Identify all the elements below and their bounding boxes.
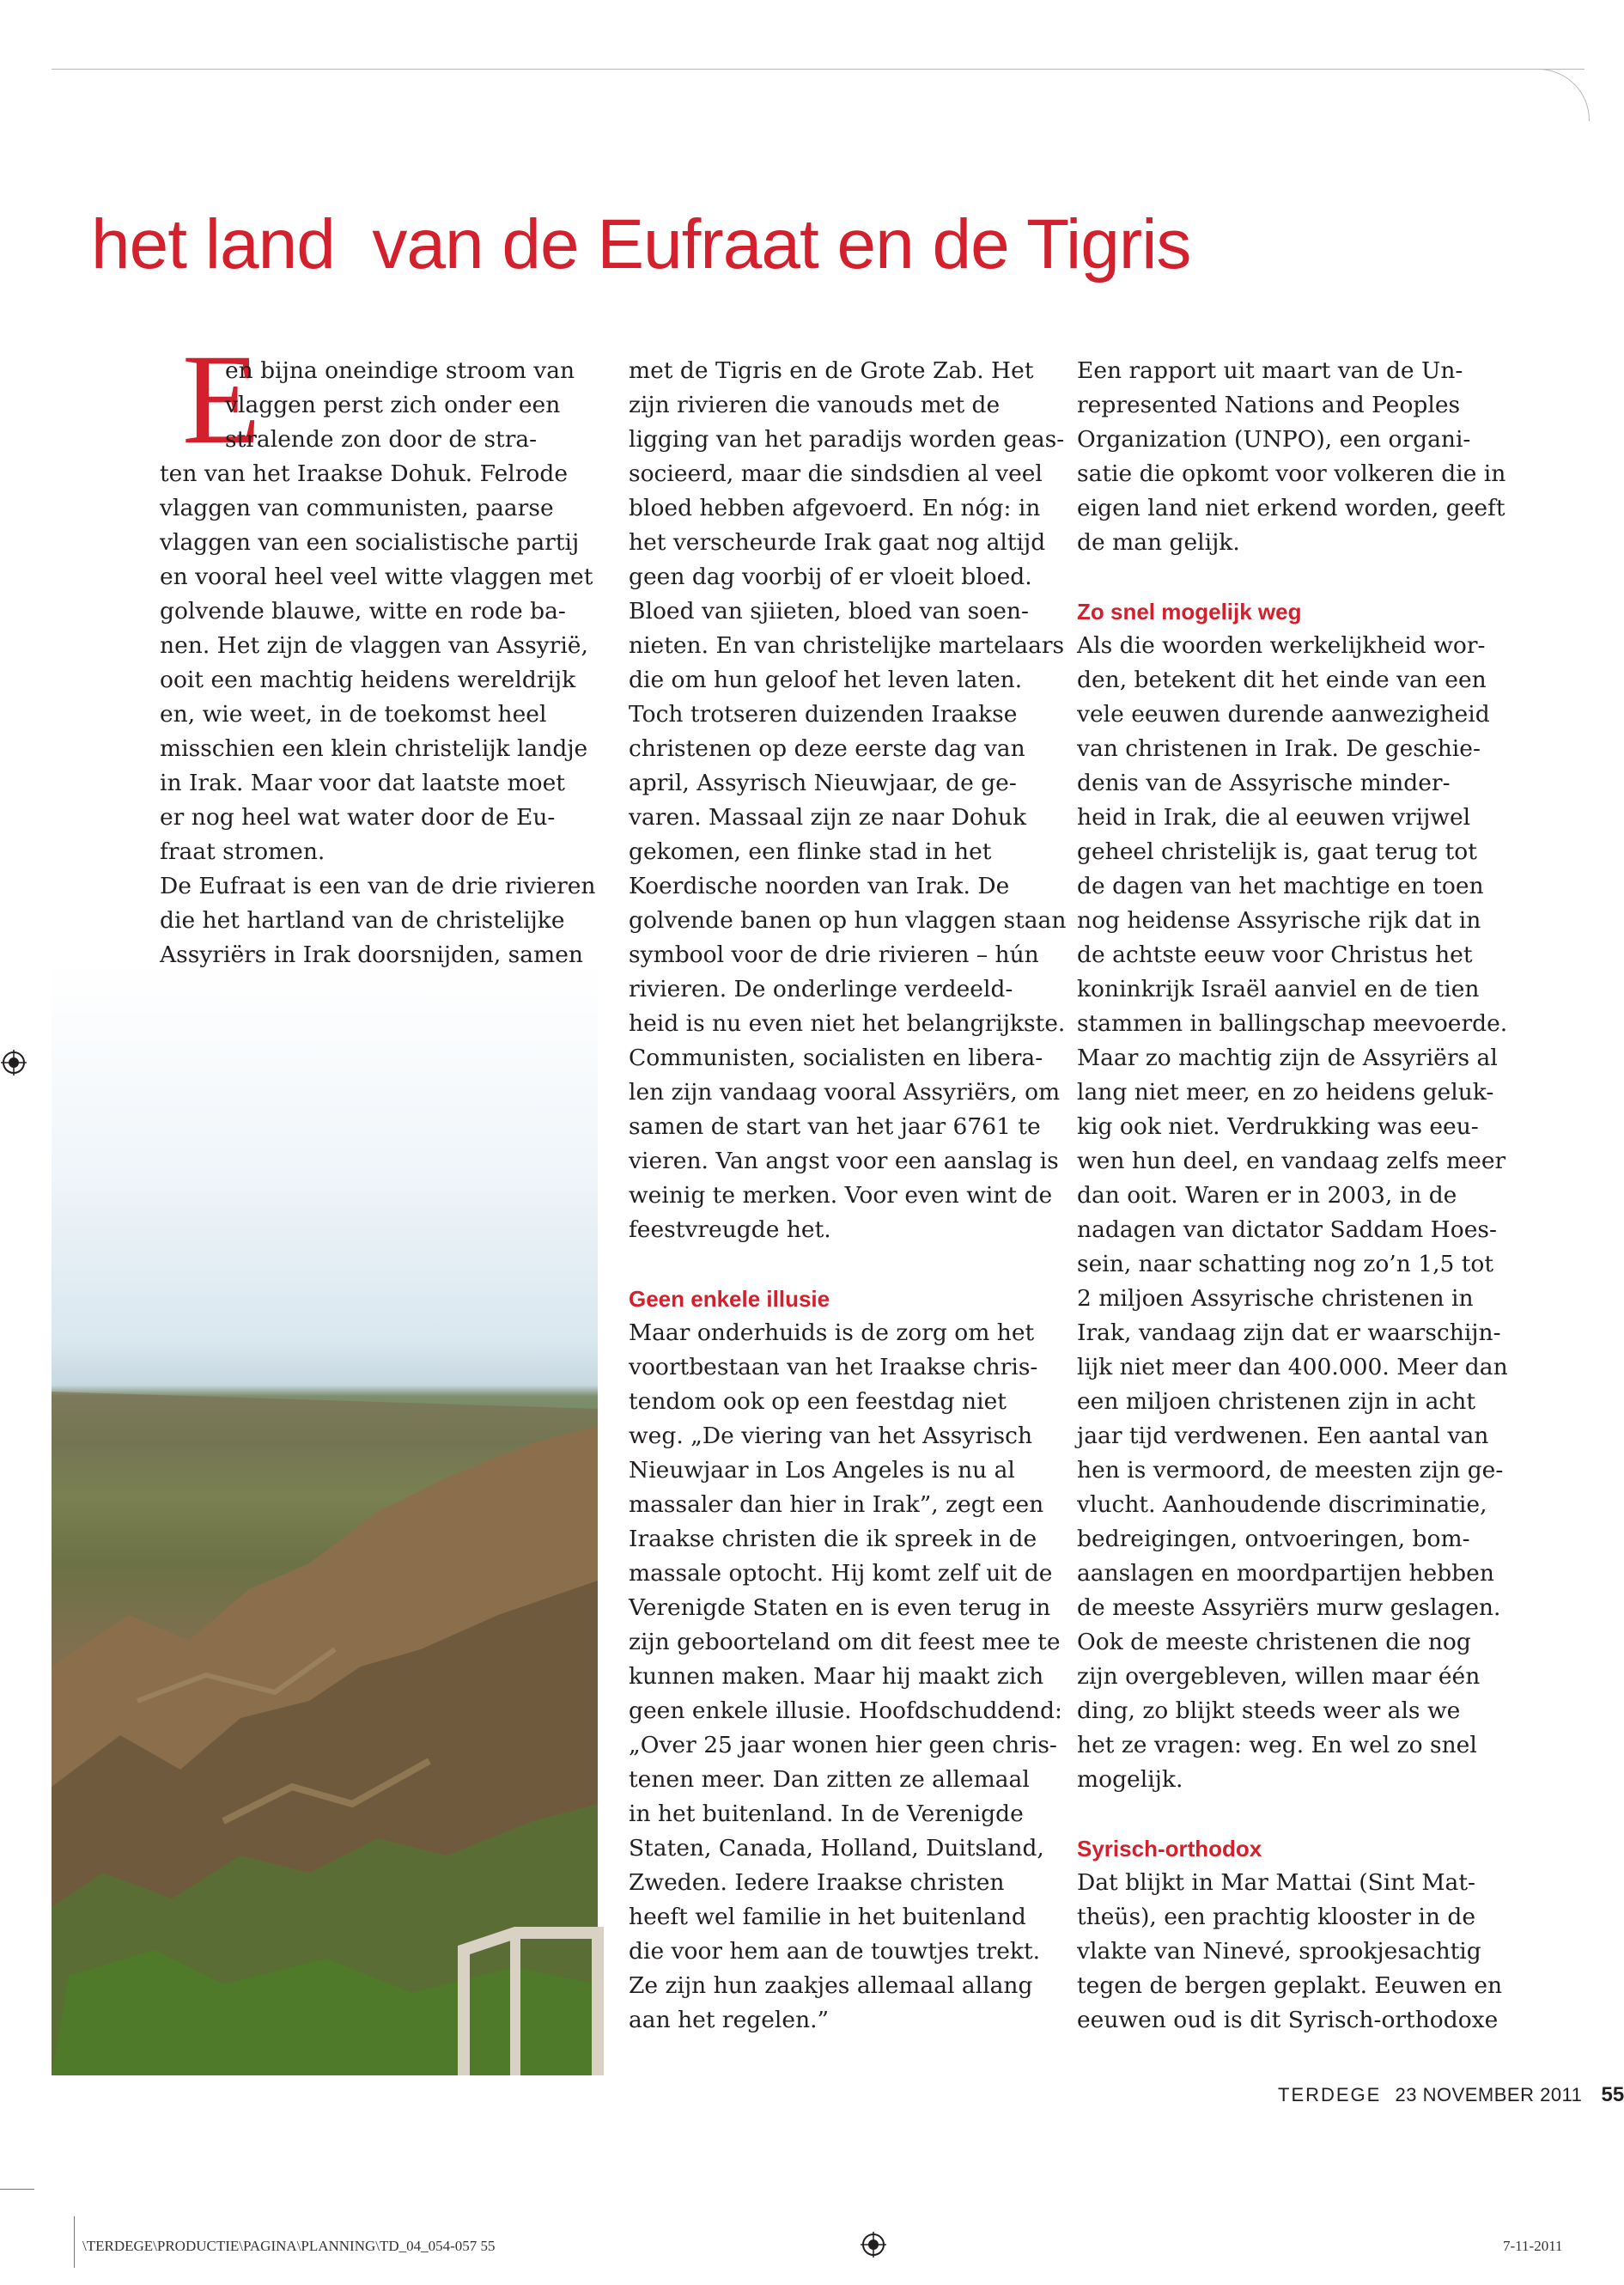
text-line: een miljoen christenen zijn in acht <box>1077 1388 1475 1415</box>
text-line: tegen de bergen geplakt. Eeuwen en <box>1077 1972 1503 1999</box>
text-line: heeft wel familie in het buitenland <box>629 1904 1026 1930</box>
text-line: april, Assyrisch Nieuwjaar, de ge- <box>629 770 1017 796</box>
issue-date: 23 NOVEMBER 2011 <box>1395 2084 1583 2105</box>
text-line: Bloed van sjiieten, bloed van soen- <box>629 598 1029 625</box>
text-line: golvende blauwe, witte en rode ba- <box>160 598 566 625</box>
text-line: satie die opkomt voor volkeren die in <box>1077 460 1506 487</box>
article-column-3 <box>1077 354 1515 2038</box>
subheading: Zo snel mogelijk weg <box>1077 599 1302 625</box>
text-line: wen hun deel, en vandaag zelfs meer <box>1077 1148 1506 1174</box>
text-line: eeuwen oud is dit Syrisch-orthodoxe <box>1077 2007 1499 2033</box>
print-slug-date: 7-11-2011 <box>1503 2238 1563 2254</box>
text-line: van christenen in Irak. De geschie- <box>1077 735 1481 762</box>
text-line: Communisten, socialisten en libera- <box>629 1045 1043 1071</box>
text-line: hen is vermoord, de meesten zijn ge- <box>1077 1457 1504 1484</box>
page-number: 55 <box>1601 2083 1624 2106</box>
text-line: sein, naar schatting nog zo’n 1,5 tot <box>1077 1251 1494 1277</box>
landscape-illustration <box>52 962 598 2075</box>
text-line: Dat blijkt in Mar Mattai (Sint Mat- <box>1077 1869 1475 1896</box>
text-line: geheel christelijk is, gaat terug tot <box>1077 838 1477 865</box>
text-line: nog heidense Assyrische rijk dat in <box>1077 907 1481 934</box>
text-line: tendom ook op een feestdag niet <box>629 1388 1007 1415</box>
registration-mark-icon <box>1 1050 27 1075</box>
text-line: nieten. En van christelijke martelaars <box>629 632 1065 659</box>
text-line: en, wie weet, in de toekomst heel <box>160 701 547 728</box>
text-line: gekomen, een flinke stad in het <box>629 838 992 865</box>
text-line: Organization (UNPO), een organi- <box>1077 426 1471 453</box>
text-line: rivieren. De onderlinge verdeeld- <box>629 976 1013 1002</box>
page-footer <box>1278 2083 1624 2107</box>
text-line: Ze zijn hun zaakjes allemaal allang <box>629 1972 1033 1999</box>
text-line: weg. „De viering van het Assyrisch <box>629 1423 1033 1449</box>
text-line: golvende banen op hun vlaggen staan <box>629 907 1067 934</box>
text-line: theüs), een prachtig klooster in de <box>1077 1904 1476 1930</box>
drop-cap: E <box>182 328 261 471</box>
text-line: Staten, Canada, Holland, Duitsland, <box>629 1835 1044 1862</box>
text-line: fraat stromen. <box>160 838 325 865</box>
text-line: dan ooit. Waren er in 2003, in de <box>1077 1182 1457 1209</box>
text-line: kig ook niet. Verdrukking was eeu- <box>1077 1113 1479 1140</box>
text-line: Nieuwjaar in Los Angeles is nu al <box>629 1457 1015 1484</box>
text-line: Maar onderhuids is de zorg om het <box>629 1319 1035 1346</box>
text-line: de achtste eeuw voor Christus het <box>1077 941 1473 968</box>
article-column-2 <box>629 354 1067 2038</box>
subheading: Syrisch-orthodox <box>1077 1836 1262 1862</box>
text-line: nen. Het zijn de vlaggen van Assyrië, <box>160 632 588 659</box>
text-line: aanslagen en moordpartijen hebben <box>1077 1560 1494 1587</box>
text-line: koninkrijk Israël aanviel en de tien <box>1077 976 1480 1002</box>
text-line: ligging van het paradijs worden geas- <box>629 426 1065 453</box>
text-line: weinig te merken. Voor even wint de <box>629 1182 1053 1209</box>
text-line: Maar zo machtig zijn de Assyriërs al <box>1077 1045 1498 1071</box>
text-line: tenen meer. Dan zitten ze allemaal <box>629 1766 1030 1793</box>
text-line: heid is nu even niet het belangrijkste. <box>629 1010 1066 1037</box>
text-line: ooit een machtig heidens wereldrijk <box>160 667 576 693</box>
page-corner-curve <box>1537 69 1590 121</box>
text-line: Verenigde Staten en is even terug in <box>629 1594 1051 1621</box>
text-line: die voor hem aan de touwtjes trekt. <box>629 1938 1041 1965</box>
text-line: Irak, vandaag zijn dat er waarschijn- <box>1077 1319 1501 1346</box>
trim-line <box>52 69 1584 70</box>
text-line: Assyriërs in Irak doorsnijden, samen <box>160 941 583 968</box>
text-line: in Irak. Maar voor dat laatste moet <box>160 770 565 796</box>
text-line: de man gelijk. <box>1077 529 1240 556</box>
text-line: christenen op deze eerste dag van <box>629 735 1025 762</box>
text-line: feestvreugde het. <box>629 1216 831 1243</box>
text-line: ding, zo blijkt steeds weer als we <box>1077 1697 1461 1724</box>
registration-mark-icon <box>861 2232 886 2258</box>
text-line: in het buitenland. In de Verenigde <box>629 1801 1024 1827</box>
text-line: Ook de meeste christenen die nog <box>1077 1629 1471 1655</box>
text-line: „Over 25 jaar wonen hier geen chris- <box>629 1732 1057 1758</box>
text-line: vlucht. Aanhoudende discriminatie, <box>1077 1491 1487 1518</box>
text-line: represented Nations and Peoples <box>1077 392 1461 418</box>
text-line: len zijn vandaag vooral Assyriërs, om <box>629 1079 1061 1106</box>
text-line: lang niet meer, en zo heidens geluk- <box>1077 1079 1494 1106</box>
text-line: den, betekent dit het einde van een <box>1077 667 1487 693</box>
text-line: samen de start van het jaar 6761 te <box>629 1113 1041 1140</box>
text-line: de dagen van het machtige en toen <box>1077 873 1484 899</box>
text-line: stralende zon door de stra- <box>225 426 538 453</box>
text-line: kunnen maken. Maar hij maakt zich <box>629 1663 1044 1690</box>
text-line: zijn geboorteland om dit feest mee te <box>629 1629 1061 1655</box>
text-line: symbool voor de drie rivieren – hún <box>629 941 1039 968</box>
text-line: bedreigingen, ontvoeringen, bom- <box>1077 1526 1470 1552</box>
print-slug-path: \TERDEGE\PRODUCTIE\PAGINA\PLANNING\TD_04_054-057 55 <box>82 2238 496 2254</box>
text-line: voortbestaan van het Iraakse chris- <box>629 1354 1038 1380</box>
text-line: zijn rivieren die vanouds met de <box>629 392 1001 418</box>
text-line: die om hun geloof het leven laten. <box>629 667 1023 693</box>
crop-mark <box>74 2216 75 2268</box>
text-line: De Eufraat is een van de drie rivieren <box>160 873 596 899</box>
text-line: denis van de Assyrische minder- <box>1077 770 1451 796</box>
text-line: ten van het Iraakse Dohuk. Felrode <box>160 460 569 487</box>
text-line: vlakte van Ninevé, sprookjesachtig <box>1077 1938 1481 1965</box>
subheading: Geen enkele illusie <box>629 1286 830 1312</box>
text-line: aan het regelen.” <box>629 2007 830 2033</box>
text-line: massaler dan hier in Irak”, zegt een <box>629 1491 1044 1518</box>
text-line: jaar tijd verdwenen. Een aantal van <box>1077 1423 1489 1449</box>
text-line: lijk niet meer dan 400.000. Meer dan <box>1077 1354 1508 1380</box>
landscape-photo <box>52 962 598 2075</box>
article-column-1 <box>160 354 598 972</box>
page-title: het land van de Eufraat en de Tigris <box>91 205 1191 283</box>
text-line: stammen in ballingschap meevoerde. <box>1077 1010 1508 1037</box>
crop-mark <box>0 2189 34 2190</box>
text-line: de meeste Assyriërs murw geslagen. <box>1077 1594 1501 1621</box>
text-line: zijn overgebleven, willen maar één <box>1077 1663 1481 1690</box>
text-line: vieren. Van angst voor een aanslag is <box>629 1148 1059 1174</box>
magazine-name: TERDEGE <box>1278 2084 1382 2105</box>
text-line: het verscheurde Irak gaat nog altijd <box>629 529 1046 556</box>
text-line: Als die woorden werkelijkheid wor- <box>1077 632 1486 659</box>
text-line: vele eeuwen durende aanwezigheid <box>1077 701 1490 728</box>
text-line: vlaggen van communisten, paarse <box>160 495 554 521</box>
text-line: varen. Massaal zijn ze naar Dohuk <box>629 804 1027 831</box>
text-line: socieerd, maar die sindsdien al veel <box>629 460 1043 487</box>
text-line: nadagen van dictator Saddam Hoes- <box>1077 1216 1497 1243</box>
text-line: vlaggen van een socialistische partij <box>160 529 580 556</box>
text-line: mogelijk. <box>1077 1766 1183 1793</box>
text-line: vlaggen perst zich onder een <box>225 392 561 418</box>
text-line: er nog heel wat water door de Eu- <box>160 804 556 831</box>
text-line: bloed hebben afgevoerd. En nóg: in <box>629 495 1041 521</box>
text-line: geen enkele illusie. Hoofdschuddend: <box>629 1697 1062 1724</box>
text-line: massale optocht. Hij komt zelf uit de <box>629 1560 1053 1587</box>
text-line: die het hartland van de christelijke <box>160 907 565 934</box>
text-line: geen dag voorbij of er vloeit bloed. <box>629 564 1032 590</box>
text-line: en vooral heel veel witte vlaggen met <box>160 564 593 590</box>
text-line: misschien een klein christelijk landje <box>160 735 588 762</box>
text-line: Zweden. Iedere Iraakse christen <box>629 1869 1005 1896</box>
text-line: Koerdische noorden van Irak. De <box>629 873 1010 899</box>
text-line: Iraakse christen die ik spreek in de <box>629 1526 1037 1552</box>
text-line: Toch trotseren duizenden Iraakse <box>629 701 1018 728</box>
text-line: heid in Irak, die al eeuwen vrijwel <box>1077 804 1471 831</box>
text-line: eigen land niet erkend worden, geeft <box>1077 495 1505 521</box>
text-line: 2 miljoen Assyrische christenen in <box>1077 1285 1474 1312</box>
text-line: Een rapport uit maart van de Un- <box>1077 357 1463 384</box>
text-line: het ze vragen: weg. En wel zo snel <box>1077 1732 1477 1758</box>
text-line: met de Tigris en de Grote Zab. Het <box>629 357 1034 384</box>
text-line: en bijna oneindige stroom van <box>225 357 575 384</box>
